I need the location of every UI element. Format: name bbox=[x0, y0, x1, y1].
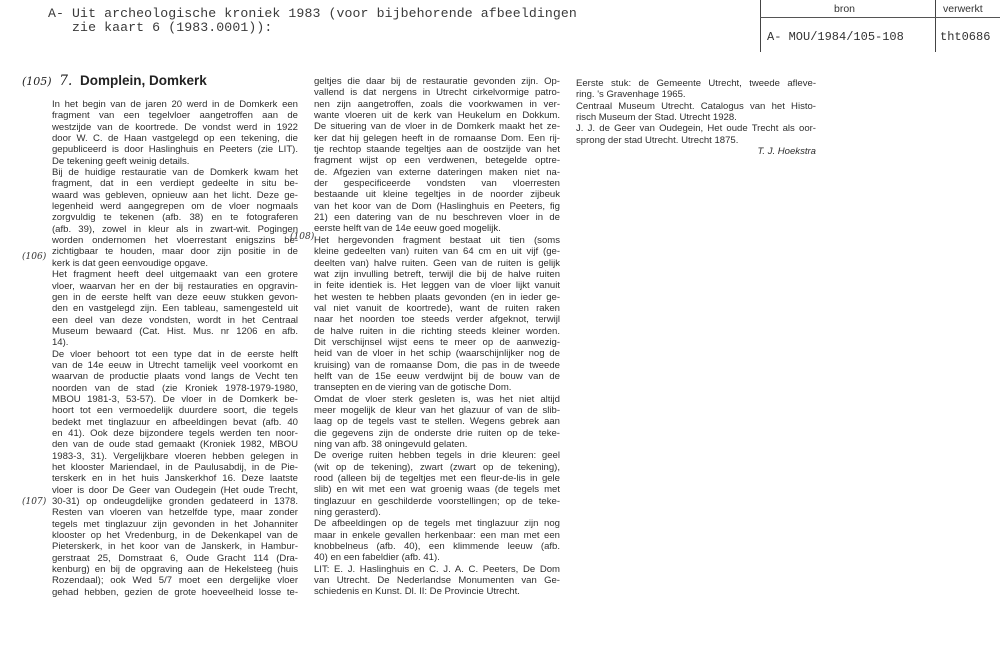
references-list bbox=[576, 78, 816, 146]
text-line: Pieterskerk, in het koor van de Janskerk, in Hambur- bbox=[52, 541, 298, 553]
text-line: tinglazuur en geschilderde voorstellingen; op de teke- bbox=[314, 495, 560, 507]
text-line: kruising) van de romaanse Dom, die pas in de tweede bbox=[314, 359, 560, 371]
text-line: 30-31) op ondeugdelijke gronden gedateerd in 1378. bbox=[52, 496, 298, 508]
text-line: De overige ruiten hebben tegels in drie kleuren: geel bbox=[314, 450, 560, 462]
text-line: die gegevens zijn de onderste drie ruiten op de teke- bbox=[314, 427, 560, 439]
margin-note-106: (106) bbox=[22, 252, 47, 262]
text-line: eerste helft van de 14e eeuw goed mogelijk. bbox=[314, 223, 501, 235]
text-line: sprong der stad Utrecht. Utrecht 1875. bbox=[576, 134, 739, 146]
text-line: bestaande uit kleine tegeltjes in de noorder zijbeuk bbox=[314, 189, 560, 201]
text-line: den en vastgelegd zijn. Een tableau, samengesteld uit bbox=[52, 303, 298, 315]
text-line: (afb. 39), zowel in kleur als in zwart-wit. Pogingen bbox=[52, 223, 298, 235]
section-title-text: Domplein, Domkerk bbox=[80, 73, 207, 88]
text-line: (wit op de tekening), zwart (zwart op de tekening), bbox=[314, 461, 560, 473]
margin-note-107: (107) bbox=[22, 497, 47, 507]
text-line: geltjes die daar bij de restauratie gevonden zijn. Op- bbox=[314, 76, 560, 87]
text-line: waard was gebleven, opnieuw aan het licht. Deze ge- bbox=[52, 189, 298, 201]
text-line: Resten van vloeren van hetzelfde type, maar zonder bbox=[52, 507, 298, 519]
section-number: 7. bbox=[59, 73, 73, 89]
text-column-3 bbox=[576, 78, 816, 157]
text-line: heid van de vloer in het schip (waarschijnlijker nog de bbox=[314, 348, 560, 360]
text-line: gen in de eerste helft van deze eeuw stukken gevon- bbox=[52, 291, 298, 303]
text-line: van de 14e eeuw in Utrecht tamelijk veel voorkomt en bbox=[52, 359, 298, 371]
text-line: worden ondernomen het vloerrestant enigszins be- bbox=[52, 235, 298, 247]
text-line: waarvan de productie plaats vond langs de Vecht ten bbox=[52, 371, 298, 383]
text-line: een deel van deze vondsten, wordt in het Centraal bbox=[52, 314, 298, 326]
text-line: kerk is dat geen eenvoudige opgave. bbox=[52, 257, 209, 269]
text-line: westzijde van de koortrede. De vondst werd in 1922 bbox=[52, 121, 298, 133]
text-line: 1983-3, 31). Vergelijkbare vloeren hebben gelegen in bbox=[52, 450, 298, 462]
text-line: de. Afgezien van externe dateringen maken niet na- bbox=[314, 166, 560, 178]
text-line: val niet vanuit de koortrede), want de ruiten raken bbox=[314, 302, 560, 314]
text-line: Museum bewaard (Cat. Hist. Mus. nr 1206 en afb. bbox=[52, 325, 298, 337]
text-line: Centraal Museum Utrecht. Catalogus van het Histo- bbox=[576, 100, 816, 112]
text-line: deelten van) halve ruiten. Geen van de ruiten is gelijk bbox=[314, 257, 560, 269]
text-line: fragment, dat in een verdiept gedeelte in situ be- bbox=[52, 178, 298, 190]
text-line: transepten en de viering van de gotische Dom. bbox=[314, 382, 512, 394]
box-left-border bbox=[760, 0, 761, 52]
text-line: vallend is dat nergens in Utrecht cirkelvormige patro- bbox=[314, 87, 560, 99]
margin-note-105: (105) bbox=[22, 75, 52, 88]
text-line: wat zijn invulling betreft, terwijl die bij de halve ruiten bbox=[314, 268, 560, 280]
text-line: Omdat de vloer sterk gesleten is, was het niet altijd bbox=[314, 393, 560, 405]
text-line: knobbelneus (afb. 40), een klimmende leeuw (afb. bbox=[314, 541, 560, 553]
text-line: Dit verschijnsel wijst eens te meer op de aanwezig- bbox=[314, 336, 560, 348]
text-line: De tekening geeft weinig details. bbox=[52, 155, 190, 167]
text-line: naar het noorden toe steeds verder afgeknot, terwijl bbox=[314, 314, 560, 326]
text-line: 40) en een fabeldier (afb. 41). bbox=[314, 552, 440, 564]
text-line: Het hergevonden fragment bestaat uit tien (soms bbox=[314, 234, 560, 246]
verwerkt-value: tht0686 bbox=[940, 30, 991, 44]
text-line: zorgvuldig te tekenen (afb. 38) en te fotograferen bbox=[52, 212, 298, 224]
box-column-divider bbox=[935, 0, 936, 52]
text-line: de halve ruiten in die richting steeds kleiner worden. bbox=[314, 325, 560, 337]
text-line: helft van de 15e eeuw verdwijnt bij de bouw van de bbox=[314, 370, 560, 382]
text-line: ker dat hij gelegen heeft in de romaanse Dom. Een rij- bbox=[314, 132, 560, 144]
text-line: kenburg) en bij de opgraving aan de Hekelsteeg (huis bbox=[52, 564, 298, 576]
text-line: tje rechtop staande tegeltjes aan de oostzijde van het bbox=[314, 144, 560, 156]
text-line: bedekt met tinglazuur en afbeeldingen bevat (afb. 40 bbox=[52, 416, 298, 428]
text-line: fragment wijst op een verdwenen, betegelde optre- bbox=[314, 155, 560, 167]
text-line: ring. 's Gravenhage 1965. bbox=[576, 89, 686, 101]
reference-box bbox=[760, 0, 1000, 52]
author-signature: T. J. Hoekstra bbox=[757, 146, 816, 158]
text-line: De vloer behoort tot een type dat in de eerste helft bbox=[52, 348, 298, 360]
text-line: schiedenis en Kunst. Dl. II: De Provincie Utrecht. bbox=[314, 586, 520, 598]
text-line: nen zijn aangetroffen, zoals die voorkwamen in ver- bbox=[314, 98, 560, 110]
text-line: LIT: E. J. Haslinghuis en C. J. A. C. Peeters, De Dom bbox=[314, 563, 560, 575]
text-line: en 41). Ook deze bijzondere tegels werden ten noor- bbox=[52, 427, 298, 439]
bron-value: A- MOU/1984/105-108 bbox=[767, 30, 904, 44]
text-line: in feite identiek is. Het leggen van de vloer lijkt vanuit bbox=[314, 280, 560, 292]
text-line: Bij de huidige restauratie van de Domkerk kwam het bbox=[52, 167, 298, 179]
text-line: gehad hebben, gezien de grote hoeveelheid losse te- bbox=[52, 586, 298, 598]
text-line: Eerste stuk: de Gemeente Utrecht, tweede afleve- bbox=[576, 78, 816, 89]
header-line-2: zie kaart 6 (1983.0001)): bbox=[48, 20, 273, 35]
text-line: vloer, waarvan her en der bij restauraties en opgravin- bbox=[52, 280, 298, 292]
text-line: ning gerasterd). bbox=[314, 507, 381, 519]
text-line: kleine gedeelten van) ruiten van 64 cm en uit vijf (ge- bbox=[314, 246, 560, 258]
section-title bbox=[22, 73, 207, 89]
text-line: In het begin van de jaren 20 werd in de Domkerk een bbox=[52, 99, 298, 110]
text-line: hoort tot een vermoedelijk duurdere soort, die tegels bbox=[52, 405, 298, 417]
text-line: van Utrecht. De Nederlandse Monumenten van Ge- bbox=[314, 575, 560, 587]
text-line: risch Museum der Stad. Utrecht 1928. bbox=[576, 112, 737, 124]
bron-header: bron bbox=[834, 3, 856, 15]
verwerkt-header: verwerkt bbox=[943, 3, 983, 15]
text-line: vloer is door De Geer van Oudegein (Het oude Trecht, bbox=[52, 484, 298, 496]
text-line: gepubliceerd is door Haslinghuis en Peeters (zie LIT). bbox=[52, 144, 298, 156]
text-line: De afbeeldingen op de tegels met tinglazuur zijn nog bbox=[314, 518, 560, 530]
text-line: slib) en wit met een wat groenig waas (de tegels met bbox=[314, 484, 560, 496]
text-line: J. J. de Geer van Oudegein, Het oude Trecht als oor- bbox=[576, 123, 816, 135]
text-line: rood (alleen bij de tegeltjes met een fleur-de-lis in gele bbox=[314, 473, 560, 485]
text-line: 14). bbox=[52, 337, 69, 349]
text-line: der gespecificeerde vondsten van vloerresten bbox=[314, 178, 560, 190]
text-line: maar in enkele gevallen herkenbaar: een man met een bbox=[314, 529, 560, 541]
text-line: klooster op het Vredenburg, in de Dekenkapel van de bbox=[52, 530, 298, 542]
header-line-1: A- Uit archeologische kroniek 1983 (voor bijbehorende afbeeldingen bbox=[48, 6, 577, 21]
text-line: door W. C. de Haan vastgelegd op een tekening, die bbox=[52, 133, 298, 145]
text-line: MBOU 1981-3, 53-57). De vloer in de Domkerk be- bbox=[52, 393, 298, 405]
text-line: tegels met tinglazuur zijn gevonden in het Johanniter bbox=[52, 518, 298, 530]
text-line: gerstraat 25, Domstraat 6, Oude Gracht 114 (Dra- bbox=[52, 552, 298, 564]
text-column-2 bbox=[314, 76, 560, 598]
text-line: laag op de tegels vast te stellen. Wegens gebrek aan bbox=[314, 416, 560, 428]
text-column-1 bbox=[52, 99, 298, 598]
text-line: terskerk en in het huis Janskerkhof 16. Deze laatste bbox=[52, 473, 298, 485]
text-line: zichtigbaar te houden, maar door zijn positie in de bbox=[52, 246, 298, 258]
text-line: het klooster Mariendael, in de Paulusabdij, in de Pie- bbox=[52, 462, 298, 473]
text-line: Het fragment heeft deel uitgemaakt van een grotere bbox=[52, 269, 298, 281]
text-line: ning van afb. 38 oningevuld gelaten. bbox=[314, 439, 468, 450]
text-line: meer mogelijk de kleur van het glazuur of van de slib- bbox=[314, 404, 560, 416]
text-line: De situering van de vloer in de Domkerk maakt het ze- bbox=[314, 121, 560, 133]
text-line: 21) een datering van de nu beschreven vloer in de bbox=[314, 212, 560, 224]
text-line: van het koor van de Dom (Haslinghuis en Peeters, fig bbox=[314, 200, 560, 212]
text-line: fragment van een tegelvloer aangetroffen aan de bbox=[52, 110, 298, 122]
box-header-divider bbox=[760, 17, 1000, 18]
margin-note-108: (108) bbox=[290, 232, 315, 242]
text-line: legenheid werd aangegrepen om de vloer nogmaals bbox=[52, 201, 298, 213]
text-line: wante vloeren uit de kerk van Heukelum en Dokkum. bbox=[314, 110, 560, 122]
text-line: het westen te hebben plaats gevonden (en in ieder ge- bbox=[314, 291, 560, 303]
text-line: noorden van de stad (zie Kroniek 1978-1979-1980, bbox=[52, 382, 298, 394]
text-line: den van de oude stad gemaakt (Kroniek 1982, MBOU bbox=[52, 439, 298, 451]
text-line: Rozendaal); ook Wed 5/7 moet een dergelijke vloer bbox=[52, 575, 298, 587]
